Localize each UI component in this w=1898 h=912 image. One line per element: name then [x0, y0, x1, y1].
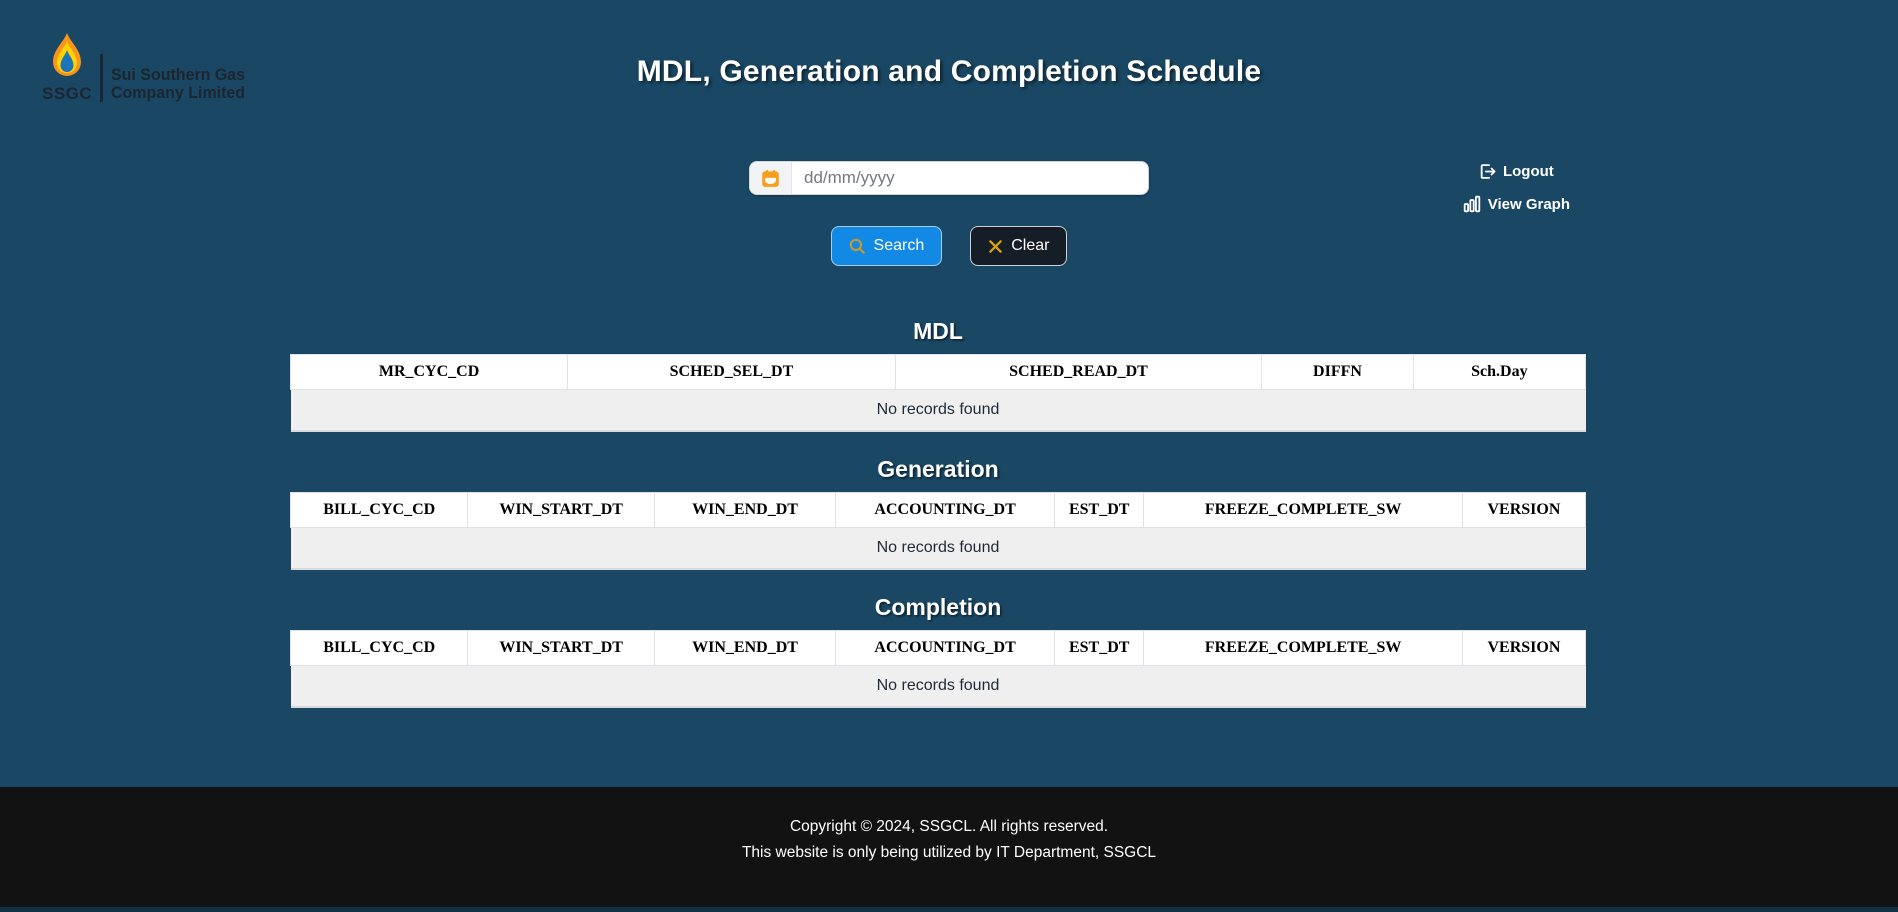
column-header: ACCOUNTING_DT [836, 631, 1055, 666]
column-header: DIFFN [1262, 355, 1414, 390]
x-icon [988, 239, 1003, 254]
search-button[interactable] [831, 226, 943, 266]
bar-chart-icon [1463, 195, 1481, 213]
column-header: SCHED_SEL_DT [568, 355, 896, 390]
action-buttons [0, 226, 1898, 266]
logo-divider [100, 54, 103, 102]
clear-button[interactable] [970, 226, 1067, 266]
column-header: BILL_CYC_CD [291, 493, 468, 528]
column-header: WIN_START_DT [468, 631, 654, 666]
date-input[interactable] [791, 161, 1149, 195]
right-links [1463, 163, 1570, 213]
column-header: ACCOUNTING_DT [836, 493, 1055, 528]
page-title: MDL, Generation and Completion Schedule [636, 55, 1262, 88]
calendar-addon[interactable] [749, 161, 791, 195]
logout-link[interactable] [1479, 163, 1554, 180]
empty-row [291, 666, 1586, 708]
column-header: EST_DT [1055, 493, 1144, 528]
logout-icon [1479, 163, 1496, 180]
completion-table [290, 630, 1586, 708]
mdl-header-row [291, 355, 1586, 390]
copyright-text: Copyright © 2024, SSGCL. All rights reserved. [789, 818, 1109, 835]
footer-note: This website is only being utilized by IT Department, SSGCL [741, 843, 1157, 861]
logo-company-name: Sui Southern Gas Company Limited [111, 64, 246, 103]
column-header: VERSION [1462, 493, 1585, 528]
no-records-message: No records found [291, 390, 1586, 432]
search-icon [849, 238, 866, 255]
flame-icon [47, 32, 87, 86]
logo-ssgc-text: SSGC [42, 84, 93, 103]
view-graph-label: View Graph [1487, 195, 1570, 213]
generation-table [290, 492, 1586, 570]
bottom-strip [0, 907, 1898, 912]
generation-header-row [291, 493, 1586, 528]
no-records-message: No records found [291, 666, 1586, 708]
view-graph-link[interactable] [1463, 195, 1570, 213]
completion-header-row [291, 631, 1586, 666]
column-header: MR_CYC_CD [291, 355, 568, 390]
tables-container [290, 318, 1586, 708]
logout-label: Logout [1502, 163, 1554, 180]
column-header: VERSION [1462, 631, 1585, 666]
logo [42, 32, 254, 104]
column-header: Sch.Day [1413, 355, 1585, 390]
clear-button-label: Clear [1011, 237, 1050, 254]
column-header: FREEZE_COMPLETE_SW [1144, 493, 1463, 528]
column-header: BILL_CYC_CD [291, 631, 468, 666]
empty-row [291, 528, 1586, 570]
column-header: WIN_END_DT [654, 493, 835, 528]
calendar-icon [761, 169, 780, 188]
empty-row [291, 390, 1586, 432]
search-button-label: Search [873, 237, 925, 254]
mdl-section-title: MDL [913, 318, 963, 344]
footer [0, 787, 1898, 907]
column-header: SCHED_READ_DT [895, 355, 1261, 390]
mdl-table [290, 354, 1586, 432]
column-header: EST_DT [1055, 631, 1144, 666]
generation-section-title: Generation [877, 456, 999, 482]
column-header: WIN_END_DT [654, 631, 835, 666]
no-records-message: No records found [291, 528, 1586, 570]
completion-section-title: Completion [874, 594, 1002, 620]
date-input-group [749, 161, 1149, 195]
column-header: FREEZE_COMPLETE_SW [1144, 631, 1463, 666]
column-header: WIN_START_DT [468, 493, 654, 528]
